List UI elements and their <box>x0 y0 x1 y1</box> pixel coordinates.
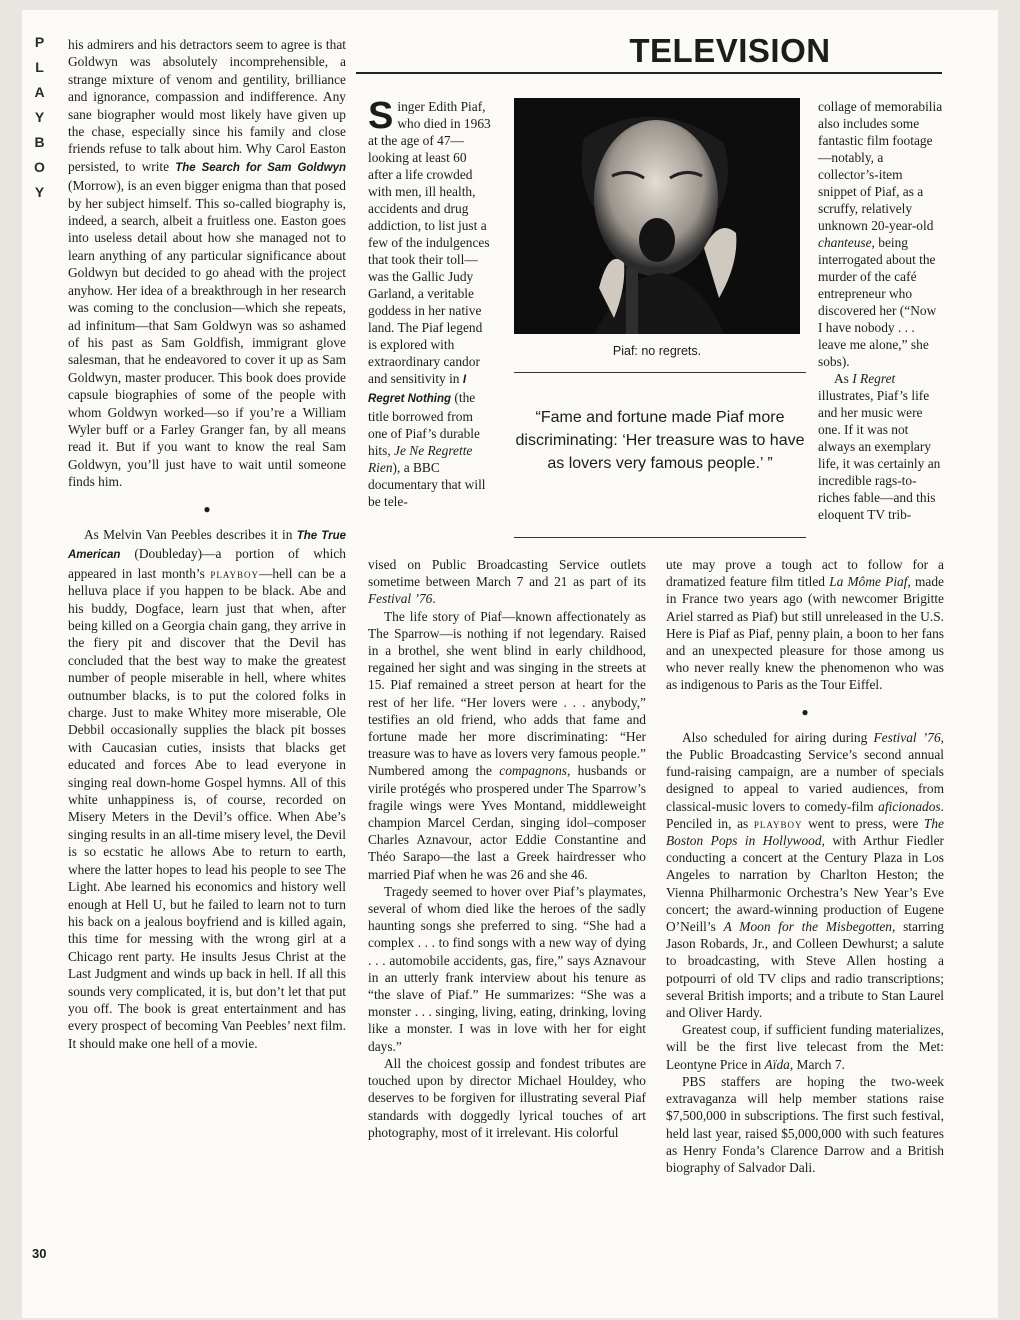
magazine-name-vertical <box>30 30 50 205</box>
text-run: As <box>834 371 853 386</box>
vertical-letter: O <box>34 159 46 175</box>
book-title: The True American <box>68 529 346 562</box>
paragraph <box>818 98 943 370</box>
film-title: I Regret Nothing <box>368 374 467 405</box>
book-title: The Search for Sam Goldwyn <box>175 161 346 174</box>
section-bullet: ● <box>801 704 809 719</box>
paragraph: All the choicest gossip and fondest tributes are touched upon by director Michael Houldey, who deserves to be forgiven for illustrating several Piaf standards with doggedly lyrical touches of art photography, most of it irrelevant. His colorful <box>368 1055 646 1140</box>
section-bullet: ● <box>203 501 211 516</box>
paragraph <box>68 526 346 1052</box>
vertical-letter: L <box>35 59 45 75</box>
text-run: , husbands or virile protégés who prospered under The Sparrow’s fragile wings were Yves Montand, middleweight champion Marcel Cerdan, singing idol–composer Charles Aznavour, actor Eddie Constantine and Théo Sarapo—the last a Greek hairdresser who married Piaf when he was 26 and she 46. <box>368 763 646 882</box>
text-run: . Penciled in, as <box>666 798 944 831</box>
paragraph <box>68 36 346 491</box>
vertical-letter: B <box>34 134 46 150</box>
paragraph: PBS staffers are hoping the two-week extravaganza will help member stations raise $7,500,000 in subscriptions. The first such festival, held last year, raised $5,000,000 with such features as Henry Fonda’s Clarence Darrow and a British biography of Salvador Dali. <box>666 1073 944 1175</box>
vertical-letter: P <box>34 34 46 50</box>
text-run: —hell can be a helluva place if you happen to be black. Abe and his buddy, Dogface, learn just that when, after being killed on a Georgia chain gang, they arrive in the fiery pit and discover that the Devil has concluded that the best way to make the greatest number of people miserable in hell, where whites outnumber blacks, is to put the colored folks in charge. Just to make Whitey more miserable, Ole Debbil occasionally supplies the black pit bosses with Caucasian cuties, insists that blacks get educated and forces Abe to lead everyone in singing real down-home Gospel hymns. All of this white unhappiness is, of course, recorded on Misery Meters in the Devil’s office. When Abe’s singing results in an all-time misery level, the Devil is so ecstatic he allows Abe to return to earth, where the latter hopes to lead his people to see The Light. Abe learned his economics and history well enough at Hell U, but he failed to learn not to turn his back on a jealous boyfriend and is killed again, this time for messing with the wrong girl at a Chicago rent party. He insults Jesus Christ at the Last Judgment and winds up back in hell. If all this sounds very complicated, it is, but don’t let that put you off. The book is great entertainment and has every prospect of becoming Van Peebles’ next film. It should make one hell of a movie. <box>68 565 346 1051</box>
paragraph <box>666 556 944 694</box>
drop-cap: S <box>368 95 394 137</box>
film-title: I Regret <box>852 371 896 386</box>
paragraph <box>368 556 646 608</box>
festival-title: Festival ’76 <box>873 729 941 745</box>
text-run: , March 7. <box>789 1056 845 1072</box>
paragraph <box>666 1021 944 1073</box>
vertical-letter: Y <box>34 109 46 125</box>
text-run: illustrates, Piaf’s life and her music were one. If it was not always an exemplary life, it was certainly an incredible rags-to-riches fable—and this eloquent TV trib- <box>818 388 941 522</box>
text-run: inger Edith Piaf, who died in 1963 at the age of 47—looking at least 60 after a life crowded with men, ill health, accidents and drug addiction, to list just a few of the indulgences that took their toll—was the Gallic Judy Garland, a veritable goddess in her native land. The Piaf legend is explored with extraordinary candor and sensitivity in <box>368 99 491 386</box>
vertical-letter: Y <box>34 184 46 200</box>
text-run: Also scheduled for airing during <box>682 729 874 745</box>
pull-quote: “Fame and fortune made Piaf more discriminating: ‘Her treasure was to have as lovers very famous people.’ ” <box>515 409 805 472</box>
column-middle <box>368 556 646 1141</box>
text-run: , the Public Broadcasting Service’s second annual fund-raising campaign, are a number of specials designed to appeal to varied audiences, from classical-music lovers to comedy-film <box>666 729 944 814</box>
photo-caption: Piaf: no regrets. <box>612 344 702 358</box>
text-run: (Morrow), is an even bigger enigma than that posed by her subject himself. This so-called biography is, indeed, a search, albeit a fruitless one. Easton goes into useless detail about how she managed not to learn anything of any particular significance about Goldwyn but decided to go ahead with the project anyhow. Her idea of a breakthrough in her research was coming to the conclusion—which she repeats, ad infinitum—that Sam Goldwyn was so ashamed of his past as Sam Goldfish, immigrant glove salesman, that he endeavored to cover it up as Sam Goldwyn, master producer. This book does provide capsule biographies of some of the people with whom Goldwyn worked—so if you’re a William Wyler buff or a Farley Granger fan, by all means read it. But if you want to know the real Sam Goldwyn, you’ll just have to wait until someone finds him. <box>68 178 346 490</box>
title-rule <box>356 72 942 74</box>
text-run: collage of memorabilia also includes some fantastic film footage—notably, a collector’s-item snippet of Piaf, as a scruffy, relatively unknown 20-year-old <box>818 99 943 233</box>
film-title: La Môme Piaf <box>829 574 908 590</box>
italic-term: compagnons <box>499 763 567 779</box>
text-run: ute may prove a tough act to follow for a dramatized feature film titled <box>666 557 944 590</box>
play-title: A Moon for the Misbegotten <box>723 919 892 935</box>
column-left <box>68 36 346 1052</box>
pullquote-bottom-rule <box>514 537 806 538</box>
italic-term: aficionados <box>878 798 941 814</box>
pullquote-top-rule <box>514 372 806 373</box>
text-run: , starring Jason Robards, Jr., and Colleen Dewhurst; a salute to broadcasting, with Steve Allen hosting a potpourri of old TV clips and radio transcriptions; several British imports; and a tribute to Stan Laurel and Oliver Hardy. <box>666 919 944 1021</box>
program-title: The Boston Pops in Hollywood <box>666 815 944 849</box>
paragraph <box>368 95 493 510</box>
column-right <box>666 556 944 1176</box>
text-run: , made in France two years ago (with newcomer Brigitte Ariel starred as Piaf) but still unreleased in the U.S. Here is Piaf as Piaf, penny plain, a boon to her fans and an unexpected pleasure for those among us who never really knew the phenomenon who was as indigenous to Paris as the Tour Eiffel. <box>666 574 944 693</box>
paragraph <box>666 729 944 1021</box>
text-run: . <box>432 591 436 607</box>
page-number: 30 <box>32 1246 47 1261</box>
singer-photo-illustration <box>514 98 800 334</box>
column-right-top <box>818 98 943 523</box>
text-run: went to press, were <box>802 815 924 831</box>
piaf-photo <box>514 98 800 334</box>
section-title: TELEVISION <box>629 32 831 69</box>
text-run: The life story of Piaf—known affectionately as The Sparrow—is nothing if not legendary. Raised in a brothel, she went blind in early childhood, regained her sight and was singing in the streets at 15. Piaf remained a street person at heart for the rest of her life. “Her lovers were . . . anybody,” testifies an old friend, who adds that fame and fortune made her more discriminating: “Her treasure was to have as lovers very famous people.” Numbered among the <box>368 608 646 779</box>
magazine-name: playboy <box>753 815 803 831</box>
text-run: As Melvin Van Peebles describes it in <box>84 526 297 542</box>
text-run: (Doubleday)—a portion of which appeared in last month’s <box>68 546 346 581</box>
festival-title: Festival ’76 <box>368 591 433 607</box>
column-middle-top <box>368 95 493 510</box>
text-run: vised on Public Broadcasting Service outlets sometime between March 7 and 21 as part of its <box>368 557 646 590</box>
text-run: , with Arthur Fiedler conducting a concert at the Century Plaza in Los Angeles to narration by Charlton Heston; the Vienna Philharmonic Orchestra’s New Year’s Eve concert; the award-winning production of Eugene O’Neill’s <box>666 833 944 935</box>
text-run: ), a BBC documentary that will be tele- <box>368 460 486 509</box>
italic-term: chanteuse <box>818 235 872 250</box>
text-run: his admirers and his detractors seem to agree is that Goldwyn was absolutely incomprehensible, a strange mixture of venom and gentility, brilliance and ignorance, compassion and indifference. Any sane biographer would most likely have given up the chase, especially since his family and close friends refuse to talk about him. Why Carol Easton persisted, to write <box>68 37 346 174</box>
text-run: (the title borrowed from one of Piaf’s durable hits, <box>368 390 480 458</box>
opera-title: Aïda <box>764 1056 790 1072</box>
paragraph: Tragedy seemed to hover over Piaf’s playmates, several of whom died like the heroes of the sadly haunting songs she preferred to sing. “She had a complex . . . to find songs with a new way of dying . . . automobile accidents, gas, fire,” says Aznavour in an utterly frank interview about his tenure as “the slave of Piaf.” He summarizes: “She was a monster . . . singing, living, eating, drinking, loving like a monster. I was in love with her for eight days.” <box>368 883 646 1054</box>
vertical-letter: A <box>34 84 46 100</box>
paragraph <box>818 370 943 523</box>
paragraph <box>368 608 646 883</box>
magazine-name: playboy <box>210 565 259 581</box>
text-run: , being interrogated about the murder of the café entrepreneur who discovered her (“Now I have nobody . . . leave me alone,” she sobs). <box>818 235 937 369</box>
song-title: Je Ne Regrette Rien <box>368 443 473 475</box>
text-run: Greatest coup, if sufficient funding materializes, will be the first live telecast from the Met: Leontyne Price in <box>666 1022 944 1072</box>
